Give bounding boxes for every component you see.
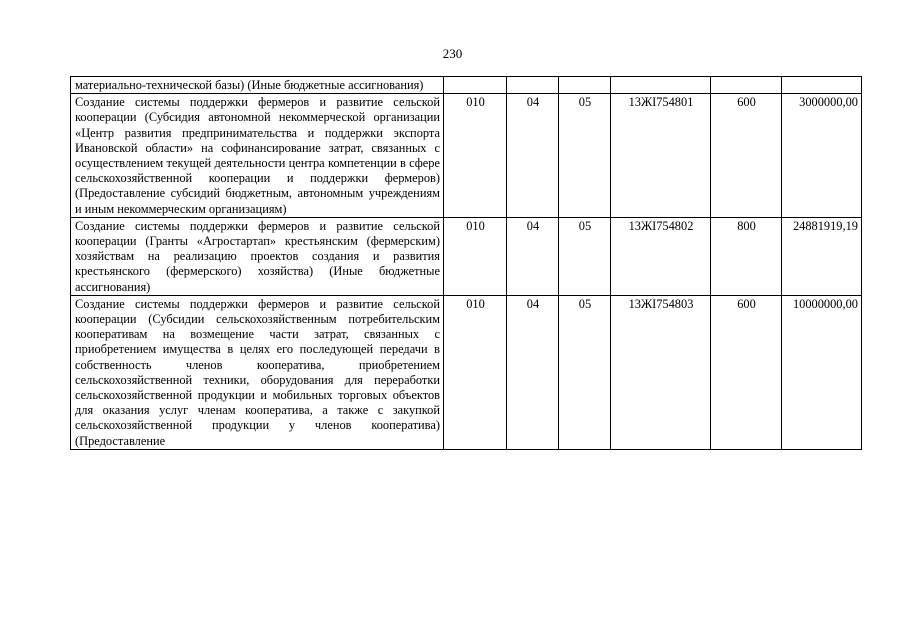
expense-name-cell: Создание системы поддержки фермеров и развитие сельской кооперации (Субсидия автономной некоммерческой организации «Центр развития предпринимательства и поддержки экспорта Ивановской области» на софинансирование затрат, связанных с осуществлением текущей деятельности центра компетенции в сфере сельскохозяйственной кооперации и поддержки фермеров) (Предоставление субсидий бюджетным, автономным учреждениям и иным некоммерческим организациям) xyxy=(71,94,444,218)
amount-cell: 24881919,19 xyxy=(782,217,862,295)
ministry-code-cell: 010 xyxy=(444,295,507,449)
page-number: 230 xyxy=(442,46,463,61)
section-code-cell: 04 xyxy=(507,94,559,218)
expense-type-cell: 600 xyxy=(711,94,782,218)
section-code-cell: 04 xyxy=(507,217,559,295)
expense-name-cell: Создание системы поддержки фермеров и развитие сельской кооперации (Субсидии сельскохозяйственным потребительским кооперативам на возмещение части затрат, связанных с приобретением имущества в целях его последующей передачи в собственность членов кооператива, приобретением сельскохозяйственной техники, оборудования для переработки сельскохозяйственной продукции и мобильных торговых объектов для оказания услуг членам кооператива, а также с закупкой сельскохозяйственной продукции у членов кооператива) (Предоставление xyxy=(71,295,444,449)
table-row xyxy=(71,94,862,218)
expense-name-cell: материально-технической базы) (Иные бюджетные ассигнования) xyxy=(71,77,444,94)
budget-table xyxy=(70,76,862,450)
section-code-cell: 04 xyxy=(507,295,559,449)
target-article-cell: 13ЖI754802 xyxy=(611,217,711,295)
table-row xyxy=(71,77,862,94)
expense-type-cell: 800 xyxy=(711,217,782,295)
expense-type-cell xyxy=(711,77,782,94)
amount-cell xyxy=(782,77,862,94)
subsection-code-cell: 05 xyxy=(559,94,611,218)
target-article-cell: 13ЖI754803 xyxy=(611,295,711,449)
table-row xyxy=(71,295,862,449)
amount-cell: 3000000,00 xyxy=(782,94,862,218)
amount-cell: 10000000,00 xyxy=(782,295,862,449)
table-row xyxy=(71,217,862,295)
ministry-code-cell: 010 xyxy=(444,217,507,295)
ministry-code-cell: 010 xyxy=(444,94,507,218)
subsection-code-cell: 05 xyxy=(559,217,611,295)
target-article-cell xyxy=(611,77,711,94)
expense-type-cell: 600 xyxy=(711,295,782,449)
subsection-code-cell: 05 xyxy=(559,295,611,449)
subsection-code-cell xyxy=(559,77,611,94)
section-code-cell xyxy=(507,77,559,94)
expense-name-cell: Создание системы поддержки фермеров и развитие сельской кооперации (Гранты «Агростартап» крестьянским (фермерским) хозяйствам на реализацию проектов создания и развития крестьянского (фермерского) хозяйства) (Иные бюджетные ассигнования) xyxy=(71,217,444,295)
target-article-cell: 13ЖI754801 xyxy=(611,94,711,218)
budget-table-body xyxy=(71,77,862,450)
ministry-code-cell xyxy=(444,77,507,94)
